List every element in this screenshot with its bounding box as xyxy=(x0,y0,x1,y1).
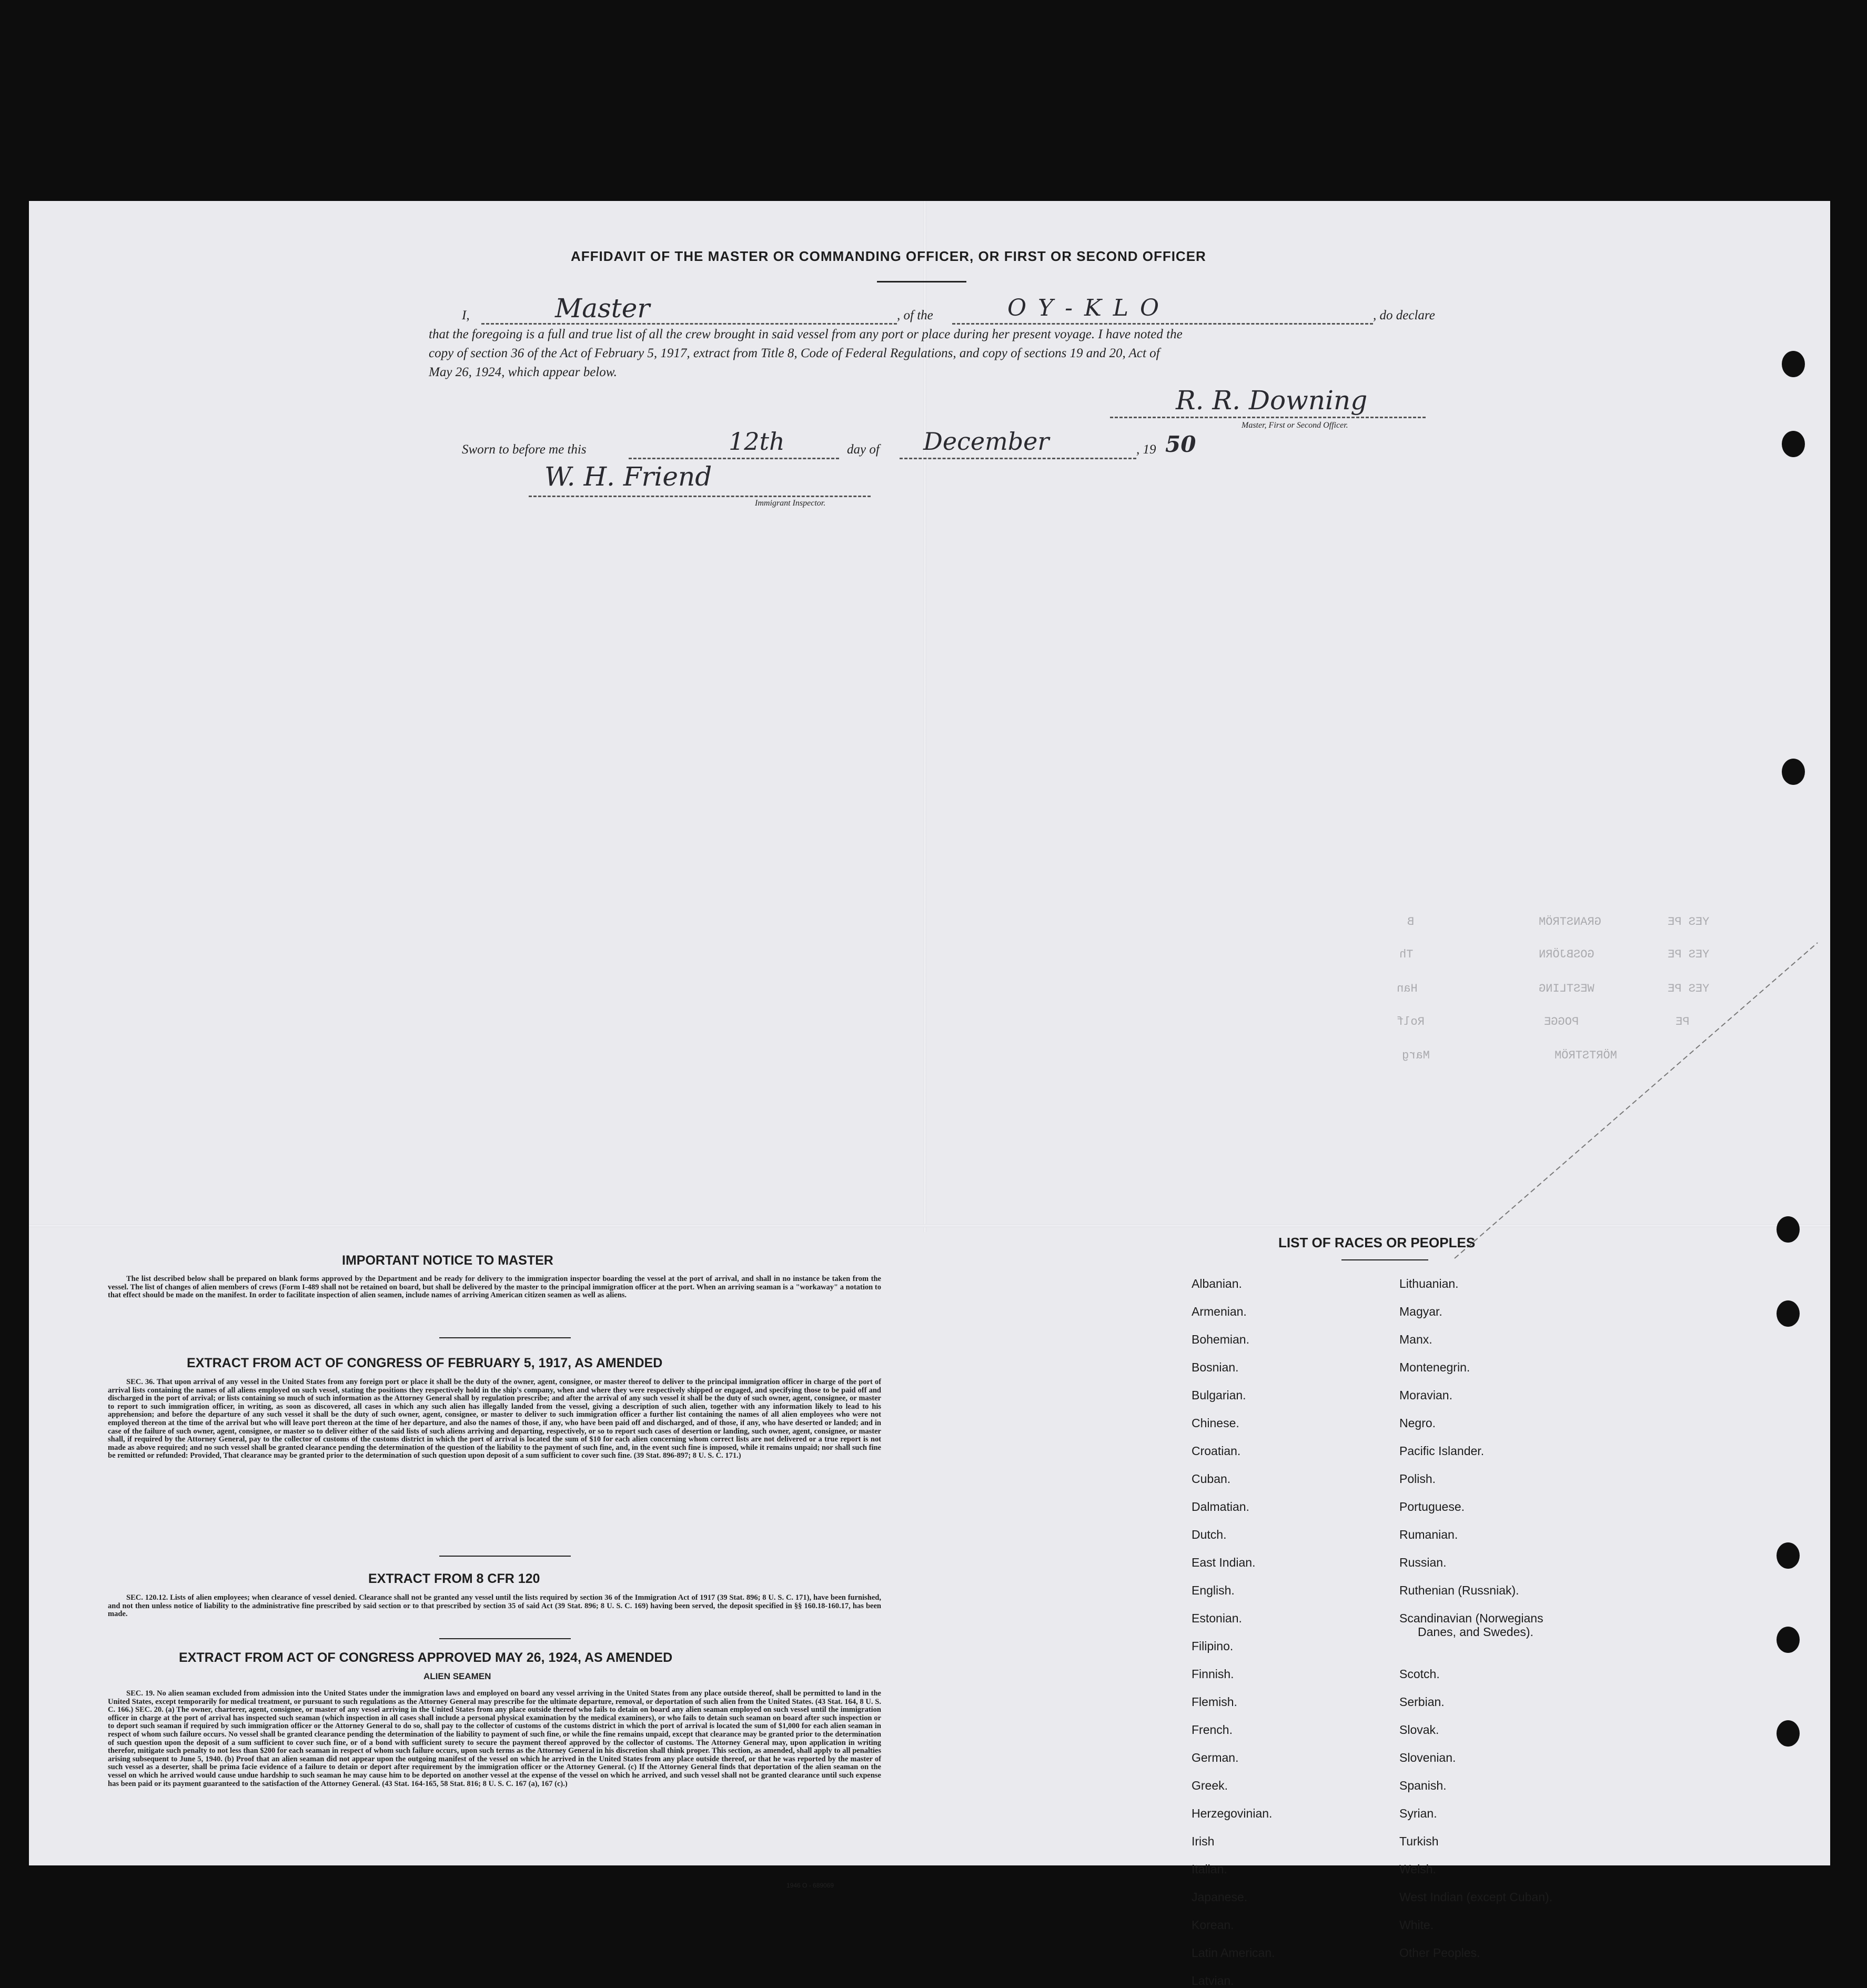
affidavit-line-3: copy of section 36 of the Act of February 5, 1917, extract from Title 8, Code of Federal Regulations, and copy of sections 19 and 20, Act of xyxy=(429,346,1160,360)
punch-hole xyxy=(1777,1542,1800,1569)
race-item: Flemish. xyxy=(1192,1695,1237,1709)
race-item: Turkish xyxy=(1399,1834,1439,1848)
bleed-through-row: Han xyxy=(1397,982,1418,995)
day-of-label: day of xyxy=(847,442,880,457)
section-rule xyxy=(439,1337,571,1338)
race-item: Herzegovinian. xyxy=(1192,1807,1273,1820)
race-item: Cuban. xyxy=(1192,1472,1231,1486)
sworn-label: Sworn to before me this xyxy=(462,442,587,457)
race-item: Polish. xyxy=(1399,1472,1436,1486)
race-item: Irish xyxy=(1192,1834,1215,1848)
race-item: Bosnian. xyxy=(1192,1360,1239,1374)
race-item: East Indian. xyxy=(1192,1556,1256,1569)
bleed-through-row: YES PE xyxy=(1668,982,1710,995)
section-rule xyxy=(439,1638,571,1639)
race-item: Syrian. xyxy=(1399,1807,1437,1820)
vessel-handwriting: O Y - K L O xyxy=(1007,295,1162,321)
name-line xyxy=(481,323,897,325)
day-line xyxy=(629,458,839,459)
alien-seamen-subtitle: ALIEN SEAMEN xyxy=(423,1671,491,1681)
race-item: Other Peoples. xyxy=(1399,1946,1480,1960)
race-item: Chinese. xyxy=(1192,1416,1239,1430)
race-item: Montenegrin. xyxy=(1399,1360,1470,1374)
race-item: Greek. xyxy=(1192,1779,1228,1792)
race-item: Latvian. xyxy=(1192,1974,1234,1987)
race-item: Ruthenian (Russniak). xyxy=(1399,1583,1519,1597)
race-item: Scandinavian (Norwegians xyxy=(1399,1611,1543,1625)
master-handwriting: Master xyxy=(555,293,650,324)
signature-caption: Master, First or Second Officer. xyxy=(1242,421,1348,430)
race-item: Rumanian. xyxy=(1399,1528,1458,1541)
race-item: Armenian. xyxy=(1192,1305,1247,1318)
race-item: English. xyxy=(1192,1583,1235,1597)
race-item: Russian. xyxy=(1399,1556,1447,1569)
race-item: Lithuanian. xyxy=(1399,1277,1459,1290)
affidavit-line-2: that the foregoing is a full and true list of all the crew brought in said vessel from any port or place during her present voyage. I have noted the xyxy=(429,327,1183,341)
race-item: Estonian. xyxy=(1192,1611,1242,1625)
month-handwriting: December xyxy=(923,427,1049,456)
inspector-caption: Immigrant Inspector. xyxy=(755,499,826,508)
inspector-signature: W. H. Friend xyxy=(544,461,712,492)
signature-line xyxy=(1110,417,1426,418)
extract-1924-text: SEC. 19. No alien seaman excluded from admission into the United States under the immigration laws and employed on board any vessel arriving in the United States from any place outside thereof, shall be permitted to land in the United States, except temporarily for medical treatment, or pursuant to such regulations as the Attorney General may prescribe for the ultimate departure, removal, or deportation of such alien from the United States. (43 Stat. 164, 8 U. S. C. 166.) SEC. 20. (a) The owner, charterer, agent, consignee, or master of any vessel arriving in the United States from any place outside thereof who fails to detain on board any alien seaman employed on such vessel until the immigration officer in charge at the port of arrival has inspected such seaman (which inspection in all cases shall include a personal physical examination by the medical examiners), or who fails to detain such seaman on board after such inspection or to deport such seaman if required by such immigration officer or the Attorney General to do so, shall pay to the collector of customs of the customs district in which the port of arrival is located the sum of $1,000 for each alien seaman in respect of whom such failure occurs. No vessel shall be granted clearance pending the determination of the liability to payment of such fine, or while the fine remains unpaid, except that clearance may be granted prior to the determination of such question upon the deposit of a sum sufficient to cover such fine, or of a bond with sufficient surety to secure the payment thereof approved by the collector of customs. The Attorney General may, upon application in writing therefor, mitigate such penalty to not less than $200 for each seaman in respect of whom such failure occurs, upon such terms as the Attorney General in his discretion shall think proper. This section, as amended, shall apply to all penalties arising subsequent to June 5, 1940. (b) Proof that an alien seaman did not appear upon the outgoing manifest of the vessel on which he arrived in the United States from any place outside thereof, or that he was reported by the master of such vessel as a deserter, shall be prima facie evidence of a failure to detain or deport after requirement by the immigration officer or the Attorney General. (c) If the Attorney General finds that deportation of the alien seaman on the vessel on which he arrived would cause undue hardship to such seaman he may cause him to be deported on another vessel at the expense of the vessel on which he arrived, and such vessel shall not be granted clearance until such expense has been paid or its payment guaranteed to the satisfaction of the Attorney General. (43 Stat. 164-165, 58 Stat. 816; 8 U. S. C. 167 (a), 167 (c).) xyxy=(108,1689,881,1788)
race-item: German. xyxy=(1192,1751,1239,1764)
race-item: Bohemian. xyxy=(1192,1333,1249,1346)
month-line xyxy=(900,458,1136,459)
race-item: Scotch. xyxy=(1399,1667,1440,1681)
notice-title: IMPORTANT NOTICE TO MASTER xyxy=(342,1253,553,1268)
of-the-label: , of the xyxy=(897,308,933,322)
extract-cfr-text: SEC. 120.12. Lists of alien employees; when clearance of vessel denied. Clearance shall not be granted any vessel until the lists required by section 36 of the Immigration Act of 1917 (39 Stat. 896; 8 U. S. C. 171), have been furnished, and not then unless notice of liability to the administrative fine prescribed by said section or to that prescribed by section 35 of said Act (39 Stat. 896; 8 U. S. C. 169) having been served, the deposit specified in §§ 160.18-160.17, has been made. xyxy=(108,1593,881,1619)
race-item: White. xyxy=(1399,1918,1434,1932)
section-rule xyxy=(439,1556,571,1557)
bleed-through-row: POGGE xyxy=(1544,1015,1579,1028)
race-item: Italian. xyxy=(1192,1862,1227,1876)
race-item: Pacific Islander. xyxy=(1399,1444,1485,1458)
race-item: Slovenian. xyxy=(1399,1751,1456,1764)
race-item: Dutch. xyxy=(1192,1528,1227,1541)
race-item: Serbian. xyxy=(1399,1695,1445,1709)
affidavit-line-4: May 26, 1924, which appear below. xyxy=(429,365,617,379)
race-item: Latin American. xyxy=(1192,1946,1275,1960)
race-item: Bulgarian. xyxy=(1192,1388,1246,1402)
race-item: Slovak. xyxy=(1399,1723,1439,1737)
bleed-through-row: GOSBJÖRN xyxy=(1539,948,1594,961)
i-label: I, xyxy=(462,308,470,322)
bleed-through-row: MÖRTSTRÖM xyxy=(1555,1049,1617,1062)
bleed-through-row: Th xyxy=(1399,948,1414,961)
punch-hole xyxy=(1777,1627,1800,1653)
punch-hole xyxy=(1777,1720,1800,1747)
extract-1917-text: SEC. 36. That upon arrival of any vessel in the United States from any foreign port or place it shall be the duty of the owner, agent, consignee, or master thereof to deliver to the principal immigration officer in charge of the port of arrival lists containing the names of all aliens employed on such vessel, stating the positions they respectively hold in the ship's company, when and where they were respectively shipped or engaged, and specifying those to be paid off and discharged in the port of arrival; or lists containing so much of such information as the Attorney General shall by regulation prescribe; and after the arrival of any such vessel it shall be the duty of such owner, agent, consignee, or master to report to such immigration officer, in writing, as soon as discovered, all cases in which any such alien has illegally landed from the vessel, giving a description of such alien, together with any information likely to lead to his apprehension; and before the departure of any such vessel it shall be the duty of such owner, agent, consignee, or master to deliver to such immigration officer a further list containing the names of all alien employees who were not employed thereon at the time of the arrival but who will leave port thereon at the time of her departure, and also the names of those, if any, who have been paid off and discharged, and of those, if any, who have deserted or landed; and in case of the failure of such owner, agent, consignee, or master so to deliver either of the said lists of such aliens arriving and departing, respectively, or so to report such cases of desertion or landing, such owner, agent, consignee, or master shall, if required by the Attorney General, pay to the collector of customs of the customs district in which the port of arrival is located the sum of $10 for each alien concerning whom correct lists are not delivered or a true report is not made as above required; and no such vessel shall be granted clearance pending the determination of the question of the liability to the payment of such fine, and, in the event such fine is imposed, while it remains unpaid; nor shall such fine be remitted or refunded: Provided, That clearance may be granted prior to the determination of such question upon deposit of a sum sufficient to cover such fine. (39 Stat. 896-897; 8 U. S. C. 171.) xyxy=(108,1378,881,1460)
race-item: Dalmatian. xyxy=(1192,1500,1249,1513)
race-item: West Indian (except Cuban). xyxy=(1399,1890,1553,1904)
bleed-through-row: YES PE xyxy=(1668,948,1710,961)
extract-1924-title: EXTRACT FROM ACT OF CONGRESS APPROVED MAY 26, 1924, AS AMENDED xyxy=(179,1650,673,1665)
race-item: Negro. xyxy=(1399,1416,1436,1430)
extract-1917-title: EXTRACT FROM ACT OF CONGRESS OF FEBRUARY 5, 1917, AS AMENDED xyxy=(187,1356,663,1370)
race-item-continuation: Danes, and Swedes). xyxy=(1418,1625,1533,1639)
affidavit-title: AFFIDAVIT OF THE MASTER OR COMMANDING OFFICER, OR FIRST OR SECOND OFFICER xyxy=(571,248,1206,264)
bleed-through-row: Marg xyxy=(1402,1049,1430,1062)
bleed-through-row: WESTLING xyxy=(1539,982,1594,995)
vessel-line xyxy=(952,323,1373,325)
race-item: Korean. xyxy=(1192,1918,1234,1932)
race-item: Filipino. xyxy=(1192,1639,1234,1653)
print-code: 1946 O - 689069 xyxy=(786,1882,834,1889)
bleed-through-row: YES PE xyxy=(1668,915,1710,929)
races-rule xyxy=(1341,1259,1428,1260)
race-item: Japanese. xyxy=(1192,1890,1248,1904)
master-signature: R. R. Downing xyxy=(1176,385,1368,416)
notice-text: The list described below shall be prepared on blank forms approved by the Department and be ready for delivery to the immigration inspector boarding the vessel at the port of arrival, and shall in no instance be taken from the vessel. The list of changes of alien members of crews (Form I-489 shall not be retained on board, but shall be delivered by the master to the principal immigration officer at the port. When an arriving seaman is a "workaway" a notation to that effect should be made on the manifest. In order to facilitate inspection of alien seamen, include names of arriving American citizen seamen as well as aliens. xyxy=(108,1275,881,1300)
bleed-through-row: PE xyxy=(1676,1015,1690,1028)
year-handwriting: 50 xyxy=(1165,431,1196,457)
race-item: Portuguese. xyxy=(1399,1500,1465,1513)
race-item: Finnish. xyxy=(1192,1667,1234,1681)
races-title: LIST OF RACES OR PEOPLES xyxy=(1278,1235,1476,1250)
form-sheet xyxy=(29,201,1830,1987)
punch-hole xyxy=(1777,1300,1800,1327)
race-item: Manx. xyxy=(1399,1333,1432,1346)
punch-hole xyxy=(1782,431,1805,457)
race-item: French. xyxy=(1192,1723,1233,1737)
race-item: Welsh. xyxy=(1399,1862,1436,1876)
race-item: Albanian. xyxy=(1192,1277,1242,1290)
race-item: Croatian. xyxy=(1192,1444,1241,1458)
bleed-through-row: B xyxy=(1407,915,1415,929)
bleed-through-row: Rolf xyxy=(1397,1015,1425,1028)
day-handwriting: 12th xyxy=(729,427,785,456)
race-item: Moravian. xyxy=(1399,1388,1452,1402)
punch-hole xyxy=(1782,759,1805,785)
do-declare-label: , do declare xyxy=(1373,308,1435,322)
bleed-through-row: GRANSTRÖM xyxy=(1539,915,1601,929)
extract-cfr-title: EXTRACT FROM 8 CFR 120 xyxy=(368,1571,540,1586)
title-rule xyxy=(877,281,966,282)
punch-hole xyxy=(1782,351,1805,377)
year-prefix: , 19 xyxy=(1136,442,1156,457)
diagonal-stroke xyxy=(1449,937,1828,1264)
inspector-line xyxy=(529,496,871,497)
race-item: Spanish. xyxy=(1399,1779,1447,1792)
race-item: Magyar. xyxy=(1399,1305,1442,1318)
